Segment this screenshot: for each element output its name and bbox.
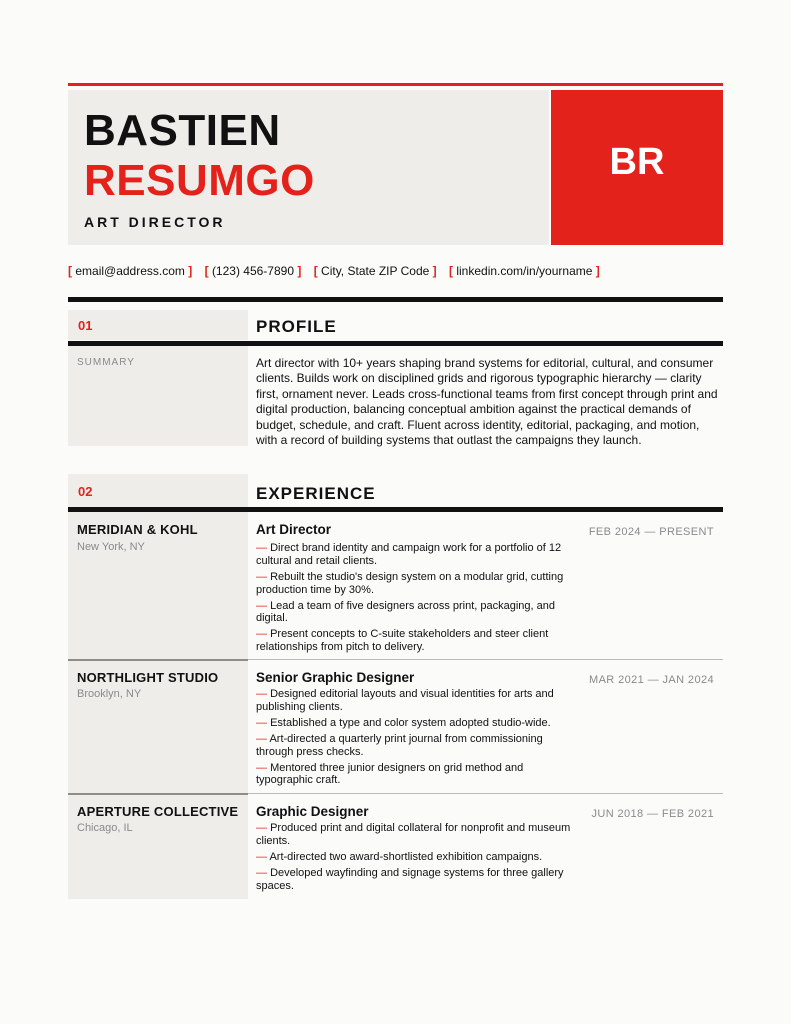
contact-line bbox=[68, 264, 609, 278]
top-accent-rule bbox=[68, 83, 723, 86]
experience-number: 02 bbox=[78, 484, 93, 499]
list-item: — Mentored three junior designers on grid method and typographic craft. bbox=[256, 761, 524, 787]
job-title: Graphic Designer bbox=[256, 804, 369, 819]
list-item: — Art-directed two award-shortlisted exhibition campaigns. bbox=[256, 850, 543, 863]
list-item: — Rebuilt the studio's design system on a modular grid, cutting production time by 30%. bbox=[256, 570, 564, 596]
profile-heading: PROFILE bbox=[256, 317, 337, 336]
dash-icon: — bbox=[256, 850, 267, 863]
header-divider bbox=[68, 297, 723, 302]
profile-number: 01 bbox=[78, 318, 93, 333]
list-item: — Present concepts to C-suite stakeholders and steer client relationships from pitch to delivery. bbox=[256, 628, 549, 654]
list-item: — Designed editorial layouts and visual identities for arts and publishing clients. bbox=[256, 688, 554, 713]
first-name: BASTIEN bbox=[84, 106, 281, 155]
experience-number-cell bbox=[68, 474, 248, 507]
last-name: RESUMGO bbox=[84, 156, 315, 205]
bracket-open-icon: [ bbox=[449, 264, 453, 278]
dash-icon: — bbox=[256, 761, 267, 774]
summary-text: Art director with 10+ years shaping brand systems for editorial, cultural, and consumer clients. Builds work on disciplined grids and rigorous typographic hierarchy — clarity first, ornament never. Leads cross-functional teams from first concept through print and digital production, balancing conceptual ambition against the practical demands of budget, schedule, and craft. Fluent across identity, editorial, packaging, and motion, with a record of building systems that outlast the campaigns they launch. bbox=[256, 356, 718, 448]
bracket-close-icon: ] bbox=[188, 264, 193, 278]
dash-icon: — bbox=[256, 542, 267, 554]
list-item: — Lead a team of five designers across print, packaging, and digital. bbox=[256, 599, 556, 625]
monogram-badge: BR bbox=[551, 90, 723, 245]
bracket-open-icon: [ bbox=[204, 264, 209, 278]
dash-icon: — bbox=[256, 716, 267, 729]
list-item: — Established a type and color system adopted studio-wide. bbox=[256, 716, 551, 729]
bracket-open-icon: [ bbox=[313, 264, 318, 278]
job-bullets bbox=[256, 688, 572, 790]
job-dates: FEB 2024 — PRESENT bbox=[588, 526, 714, 538]
dash-icon: — bbox=[256, 732, 267, 745]
dash-icon: — bbox=[256, 688, 267, 700]
dash-icon: — bbox=[256, 822, 267, 834]
dash-icon: — bbox=[256, 570, 267, 583]
company-location: Chicago, IL bbox=[77, 822, 133, 834]
company-name: APERTURE COLLECTIVE bbox=[77, 804, 239, 819]
list-item: — Developed wayfinding and signage systems for three gallery spaces. bbox=[256, 866, 564, 892]
job-title: Art Director bbox=[256, 522, 332, 537]
company-location: New York, NY bbox=[77, 541, 145, 553]
header-block bbox=[68, 90, 549, 245]
list-item: — Art-directed a quarterly print journal from commissioning through press checks. bbox=[256, 732, 543, 758]
list-item: — Produced print and digital collateral for nonprofit and museum clients. bbox=[256, 822, 571, 847]
bracket-close-icon: ] bbox=[595, 264, 600, 278]
list-item: — Direct brand identity and campaign work for a portfolio of 12 cultural and retail clients. bbox=[256, 542, 562, 567]
job-separator bbox=[68, 659, 723, 660]
bracket-open-icon: [ bbox=[68, 264, 72, 278]
summary-label: SUMMARY bbox=[77, 357, 135, 368]
job-separator bbox=[68, 793, 723, 794]
contact-email[interactable]: [ email@address.com ] bbox=[68, 264, 193, 278]
dash-icon: — bbox=[256, 599, 267, 612]
dash-icon: — bbox=[256, 866, 267, 879]
experience-left-column bbox=[68, 512, 248, 899]
bracket-close-icon: ] bbox=[297, 264, 302, 278]
contact-linkedin[interactable]: [ linkedin.com/in/yourname ] bbox=[449, 264, 600, 278]
job-title: Senior Graphic Designer bbox=[256, 670, 415, 685]
job-bullets bbox=[256, 542, 572, 657]
job-role: ART DIRECTOR bbox=[84, 214, 226, 230]
job-bullets bbox=[256, 822, 572, 896]
experience-heading: EXPERIENCE bbox=[256, 484, 376, 503]
job-dates: MAR 2021 — JAN 2024 bbox=[589, 674, 714, 686]
bracket-close-icon: ] bbox=[432, 264, 437, 278]
contact-address: [ City, State ZIP Code ] bbox=[313, 264, 437, 278]
dash-icon: — bbox=[256, 628, 267, 641]
company-name: NORTHLIGHT STUDIO bbox=[77, 670, 219, 685]
contact-phone[interactable]: [ (123) 456-7890 ] bbox=[204, 264, 302, 278]
company-name: MERIDIAN & KOHL bbox=[77, 522, 198, 537]
job-dates: JUN 2018 — FEB 2021 bbox=[591, 808, 714, 820]
company-location: Brooklyn, NY bbox=[77, 688, 142, 700]
profile-number-cell bbox=[68, 310, 248, 340]
